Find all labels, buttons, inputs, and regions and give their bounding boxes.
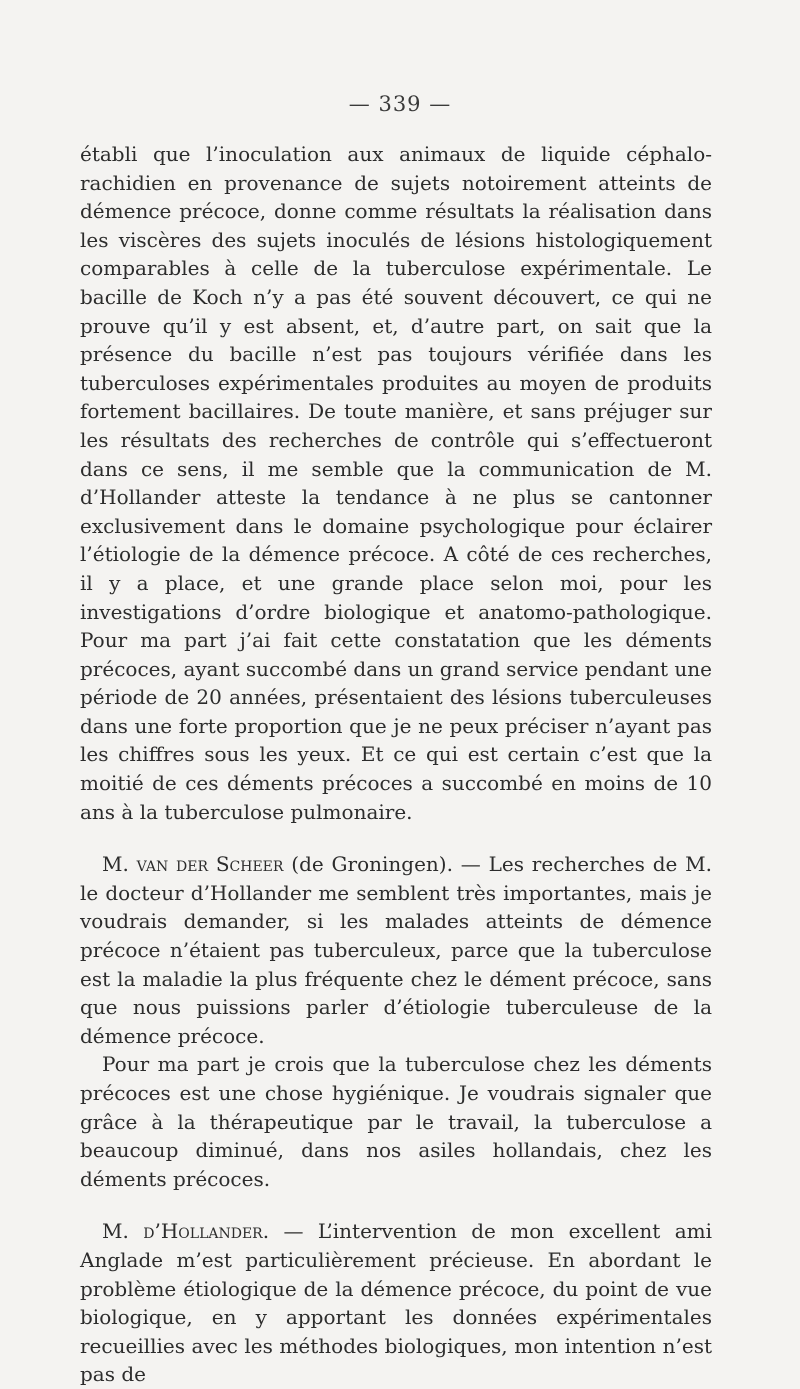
- paragraph-van-der-scheer: [80, 850, 712, 1050]
- paragraph-d-hollander: [80, 1217, 712, 1389]
- page-number: — 339 —: [348, 92, 452, 116]
- paragraph-reply: Pour ma part je crois que la tuberculose chez les déments précoces est une chose hygiénique. Je voudrais signaler que grâce à la thérapeutique par le travail, la tuberculose a beaucoup diminué, dans nos asiles hollandais, chez les déments précoces.: [80, 1052, 712, 1191]
- paragraph-text: . — L’intervention de mon excellent ami Anglade m’est particulièrement précieuse. En abordant le problème étiologique de la démence précoce, du point de vue biologique, en y apportant les données expérimentales recueillies avec les méthodes biologiques, mon intention n’est pas de: [80, 1219, 713, 1387]
- speaker-prefix: M.: [102, 1219, 144, 1244]
- speaker-prefix: M.: [102, 852, 137, 877]
- paragraph-text: (de Groningen). — Les recherches de M. le docteur d’Hollander me semblent très importantes, mais je voudrais demander, si les malades atteints de démence précoce n’étaient pas tuberculeux, parce que la tuberculose est la maladie la plus fréquente chez le dément précoce, sans que nous puissions parler d’étiologie tuberculeuse de la démence précoce.: [80, 852, 712, 1048]
- paragraph-gap: [80, 826, 712, 850]
- paragraph-gap: [80, 1193, 712, 1217]
- speaker-name: van der Scheer: [136, 852, 284, 877]
- body-text: [80, 140, 712, 1389]
- speaker-name: d’Hollander: [143, 1219, 263, 1244]
- paragraph-continuation: établi que l’inoculation aux animaux de liquide céphalo-rachidien en provenance de sujets notoirement atteints de démence précoce, donne comme résultats la réalisation dans les viscères des sujets inoculés de lésions histologiquement comparables à celle de la tuberculose expérimentale. Le bacille de Koch n’y a pas été souvent découvert, ce qui ne prouve qu’il y est absent, et, d’autre part, on sait que la présence du bacille n’est pas toujours vérifiée dans les tuberculoses expérimentales produites au moyen de produits fortement bacillaires. De toute manière, et sans préjuger sur les résultats des recherches de contrôle qui s’effectueront dans ce sens, il me semble que la communication de M. d’Hollander atteste la tendance à ne plus se cantonner exclusivement dans le domaine psychologique pour éclairer l’étiologie de la démence précoce. A côté de ces recherches, il y a place, et une grande place selon moi, pour les investigations d’ordre biologique et anatomo-pathologique. Pour ma part j’ai fait cette constatation que les déments précoces, ayant succombé dans un grand service pendant une période de 20 années, présentaient des lésions tuberculeuses dans une forte proportion que je ne peux préciser n’ayant pas les chiffres sous les yeux. Et ce qui est certain c’est que la moitié de ces déments précoces a succombé en moins de 10 ans à la tuberculose pulmonaire.: [80, 142, 712, 824]
